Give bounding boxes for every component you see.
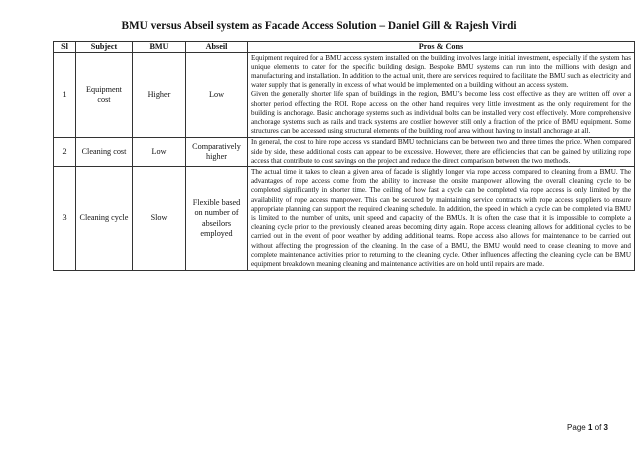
row-abseil: Comparatively higher bbox=[186, 137, 248, 167]
page-number bbox=[567, 423, 608, 432]
of-word: of bbox=[594, 423, 602, 432]
page-word: Page bbox=[567, 423, 586, 432]
table-row bbox=[54, 167, 635, 270]
row-subject: Cleaning cost bbox=[76, 137, 133, 167]
header-bmu: BMU bbox=[133, 42, 186, 53]
page-current: 1 bbox=[587, 423, 593, 432]
pros-cons-paragraph: Given the generally shorter life span of buildings in the region, BMU’s become less cost effective as they are written off over a shorter period effecting the ROI. Rope access on the other hand requires very little investment as the only requirement for the building is anchorage. Basic anchorage systems such as individual bolts can be installed very cost effectively. More comprehensive anchorage systems such as rails and track systems are costlier however still only a fraction of the price of BMU equipment. Some structures can be accessed using structural elements of the building roof area without having to install anchorage at all. bbox=[251, 90, 631, 136]
header-subject: Subject bbox=[76, 42, 133, 53]
row-sl: 1 bbox=[54, 53, 76, 138]
table-row bbox=[54, 137, 635, 167]
row-bmu: Higher bbox=[133, 53, 186, 138]
page-total: 3 bbox=[603, 423, 608, 432]
row-sl: 3 bbox=[54, 167, 76, 270]
row-pros-cons: The actual time it takes to clean a given area of facade is slightly longer via rope access compared to cleaning from a BMU. The advantages of rope access come from the ability to increase the onsite manpower allowing the overall cleaning cycle to be completed significantly in shorter time. The ceiling of how fast a cycle can be completed via rope access is only limited by the availability of rope access manpower. This can be secured by maintaining service contracts with rope access suppliers to ensure appropriate planning can support the required cleaning schedule. In addition, the speed in which a cycle can be completed via BMU is limited to the number of units, unit speed and capacity of the BMUs. It is often the case that it is impossible to complete a cleaning cycle prior to the previously cleaned areas becoming dirty again. Rope access cleaning allows for additional cycles to be carried out in the event of poor weather by adding additional teams. Rope access also allows for maintenance to be carried out without affecting the progression of the cleaning. In the case of a BMU, the BMU would need to cease cleaning to move and complete maintenance activities prior to returning to the cleaning cycle. Other influences affecting the cleaning cycle can be BMU equipment breakdown meaning cleaning and maintenance activities are on hold until repairs are made. bbox=[248, 167, 635, 270]
row-pros-cons: In general, the cost to hire rope access vs standard BMU technicians can be between two and three times the price. When compared side by side, these additional costs can appear to be excessive. However, there are efficiencies that can be gained by utilizing rope access that contribute to cost savings on the project and reduce the direct comparison between the two methods. bbox=[248, 137, 635, 167]
pros-cons-paragraph: Equipment required for a BMU access system installed on the building involves large initial investment, especially if the system has unique elements to cater for the specific building design. Bespoke BMU systems can run into the millions with design and manufacturing and installation. In addition to the actual unit, there are services required to facilitate the BMU such as electricity and water supply that is generally in excess of what would be implemented on a building without an access system. bbox=[251, 53, 631, 90]
row-bmu: Low bbox=[133, 137, 186, 167]
row-sl: 2 bbox=[54, 137, 76, 167]
row-abseil: Flexible based on number of abseilors employed bbox=[186, 167, 248, 270]
table-row bbox=[54, 53, 635, 138]
row-bmu: Slow bbox=[133, 167, 186, 270]
header-abseil: Abseil bbox=[186, 42, 248, 53]
row-subject: Equipment cost bbox=[76, 53, 133, 138]
header-sl: Sl bbox=[54, 42, 76, 53]
table-header-row bbox=[54, 42, 635, 53]
header-pros-cons: Pros & Cons bbox=[248, 42, 635, 53]
comparison-table bbox=[53, 41, 635, 271]
row-pros-cons bbox=[248, 53, 635, 138]
row-abseil: Low bbox=[186, 53, 248, 138]
row-subject: Cleaning cycle bbox=[76, 167, 133, 270]
document-title: BMU versus Abseil system as Facade Access Solution – Daniel Gill & Rajesh Virdi bbox=[121, 20, 517, 32]
